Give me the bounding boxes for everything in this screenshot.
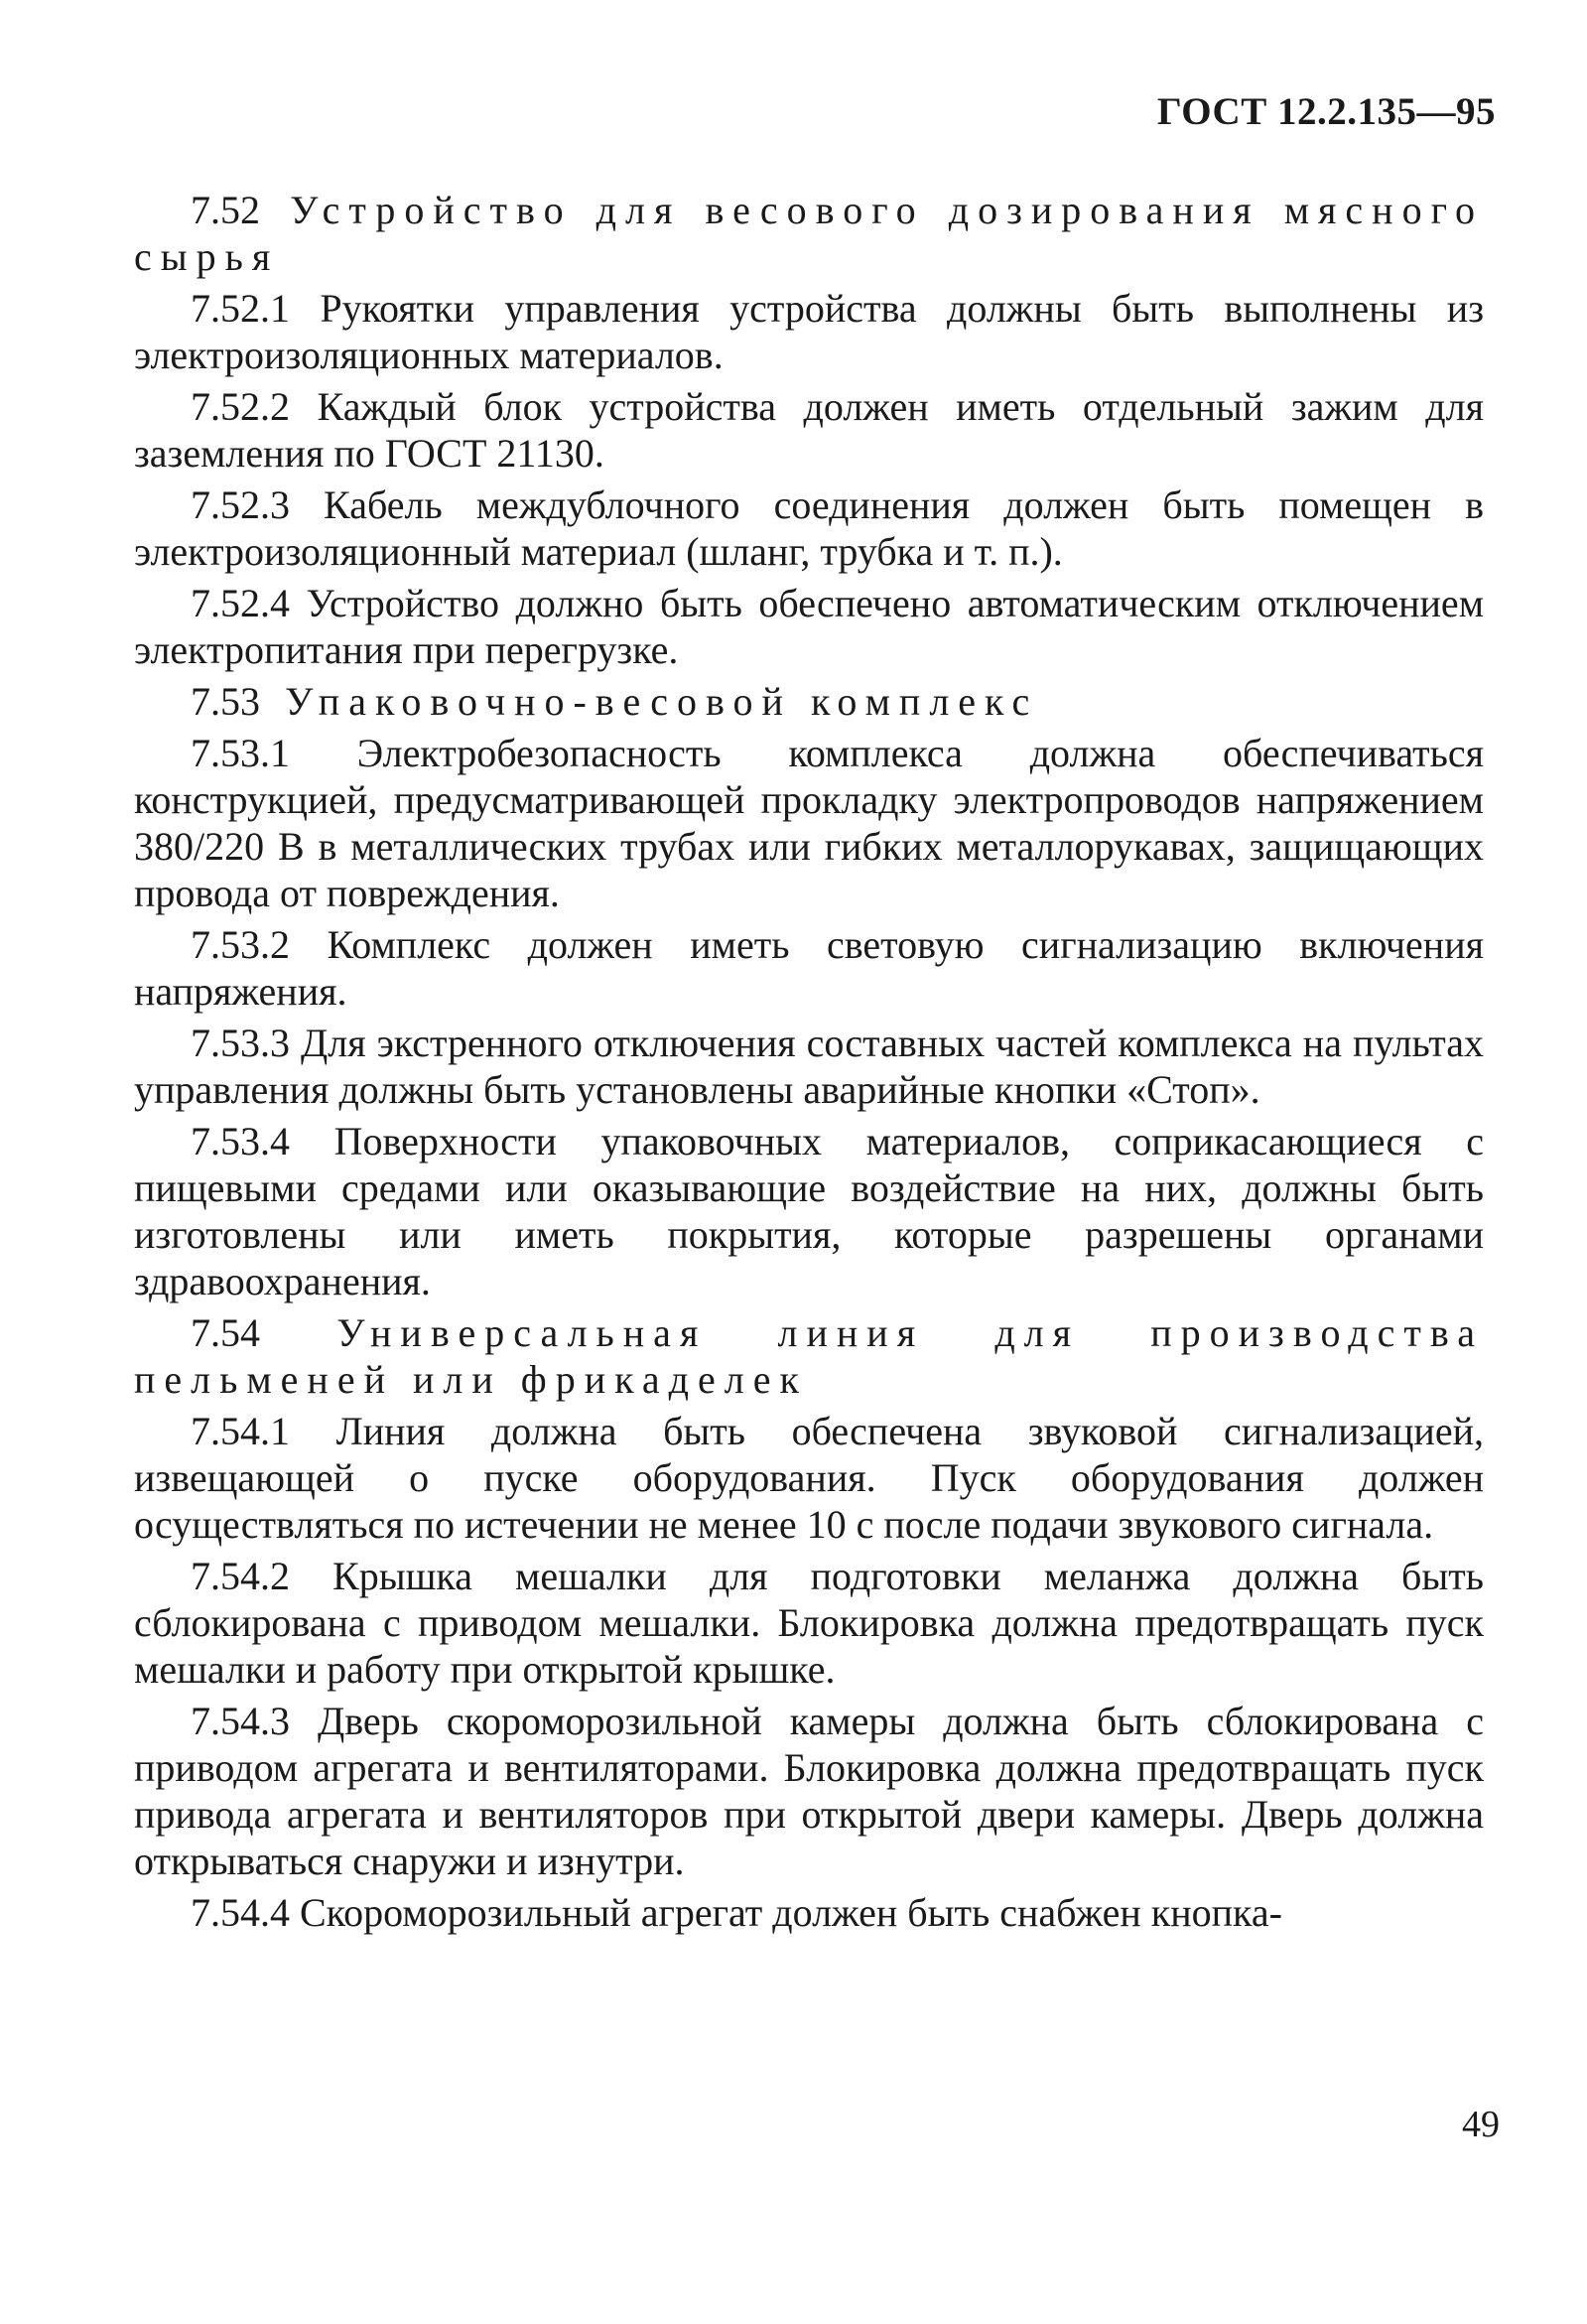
section-heading-7-54 xyxy=(134,1309,1484,1403)
document-body xyxy=(134,187,1484,1941)
clause-7-54-4: 7.54.4 Скороморозильный агрегат должен быть снабжен кнопка- xyxy=(191,1890,1282,1935)
clause-7-53-1: 7.53.1 Электробезопасность комплекса должна обеспечиваться конструкцией, предусматривающей прокладку электропроводов напряжением 380/220 В в металлических трубах или гибких металлорукавах, защищающих провода от повреждения. xyxy=(134,731,1484,915)
clause-7-54-1: 7.54.1 Линия должна быть обеспечена звуковой сигнализацией, извещающей о пуске оборудования. Пуск оборудования должен осуществляться по истечении не менее 10 с после подачи звукового сигнала. xyxy=(134,1409,1484,1547)
clause-7-54-3: 7.54.3 Дверь скороморозильной камеры должна быть сблокирована с приводом агрегата и вентиляторами. Блокировка должна предотвращать пуск привода агрегата и вентиляторов при открытой двери камеры. Дверь должна открываться снаружи и изнутри. xyxy=(134,1699,1484,1883)
standard-header: ГОСТ 12.2.135—95 xyxy=(1156,90,1496,133)
clause-7-53-2: 7.53.2 Комплекс должен иметь световую сигнализацию включения напряжения. xyxy=(134,922,1484,1014)
clause-7-52-3: 7.52.3 Кабель междублочного соединения должен быть помещен в электроизоляционный материал (шланг, трубка и т. п.). xyxy=(134,482,1484,574)
page-number: 49 xyxy=(1462,2104,1500,2145)
clause-7-54-2: 7.54.2 Крышка мешалки для подготовки меланжа должна быть сблокирована с приводом мешалки. Блокировка должна предотвращать пуск мешалки и работу при открытой крышке. xyxy=(134,1554,1484,1692)
section-number: 7.53 xyxy=(191,679,260,724)
section-number: 7.54 xyxy=(191,1310,260,1355)
section-heading-7-52 xyxy=(134,187,1484,280)
clause-7-52-4: 7.52.4 Устройство должно быть обеспечено автоматическим отключением электропитания при перегрузке. xyxy=(134,581,1484,672)
clause-7-52-2: 7.52.2 Каждый блок устройства должен иметь отдельный зажим для заземления по ГОСТ 21130. xyxy=(134,384,1484,476)
section-heading-7-53 xyxy=(134,678,1484,725)
section-title: Универсальная линия для производства пельменей или фрикаделек xyxy=(134,1310,1484,1402)
clause-7-53-3: 7.53.3 Для экстренного отключения составных частей комплекса на пультах управления должны быть установлены аварийные кнопки «Стоп». xyxy=(134,1021,1484,1112)
clause-7-52-1: 7.52.1 Рукоятки управления устройства должны быть выполнены из электроизоляционных материалов. xyxy=(134,286,1484,377)
section-number: 7.52 xyxy=(191,188,260,232)
section-title: Устройство для весового дозирования мясного сырья xyxy=(134,188,1485,279)
clause-7-53-4: 7.53.4 Поверхности упаковочных материалов, соприкасающиеся с пищевыми средами или оказывающие воздействие на них, должны быть изготовлены или иметь покрытия, которые разрешены органами здравоохранения. xyxy=(134,1119,1484,1303)
section-title: Упаковочно-весовой комплекс xyxy=(285,679,1039,724)
